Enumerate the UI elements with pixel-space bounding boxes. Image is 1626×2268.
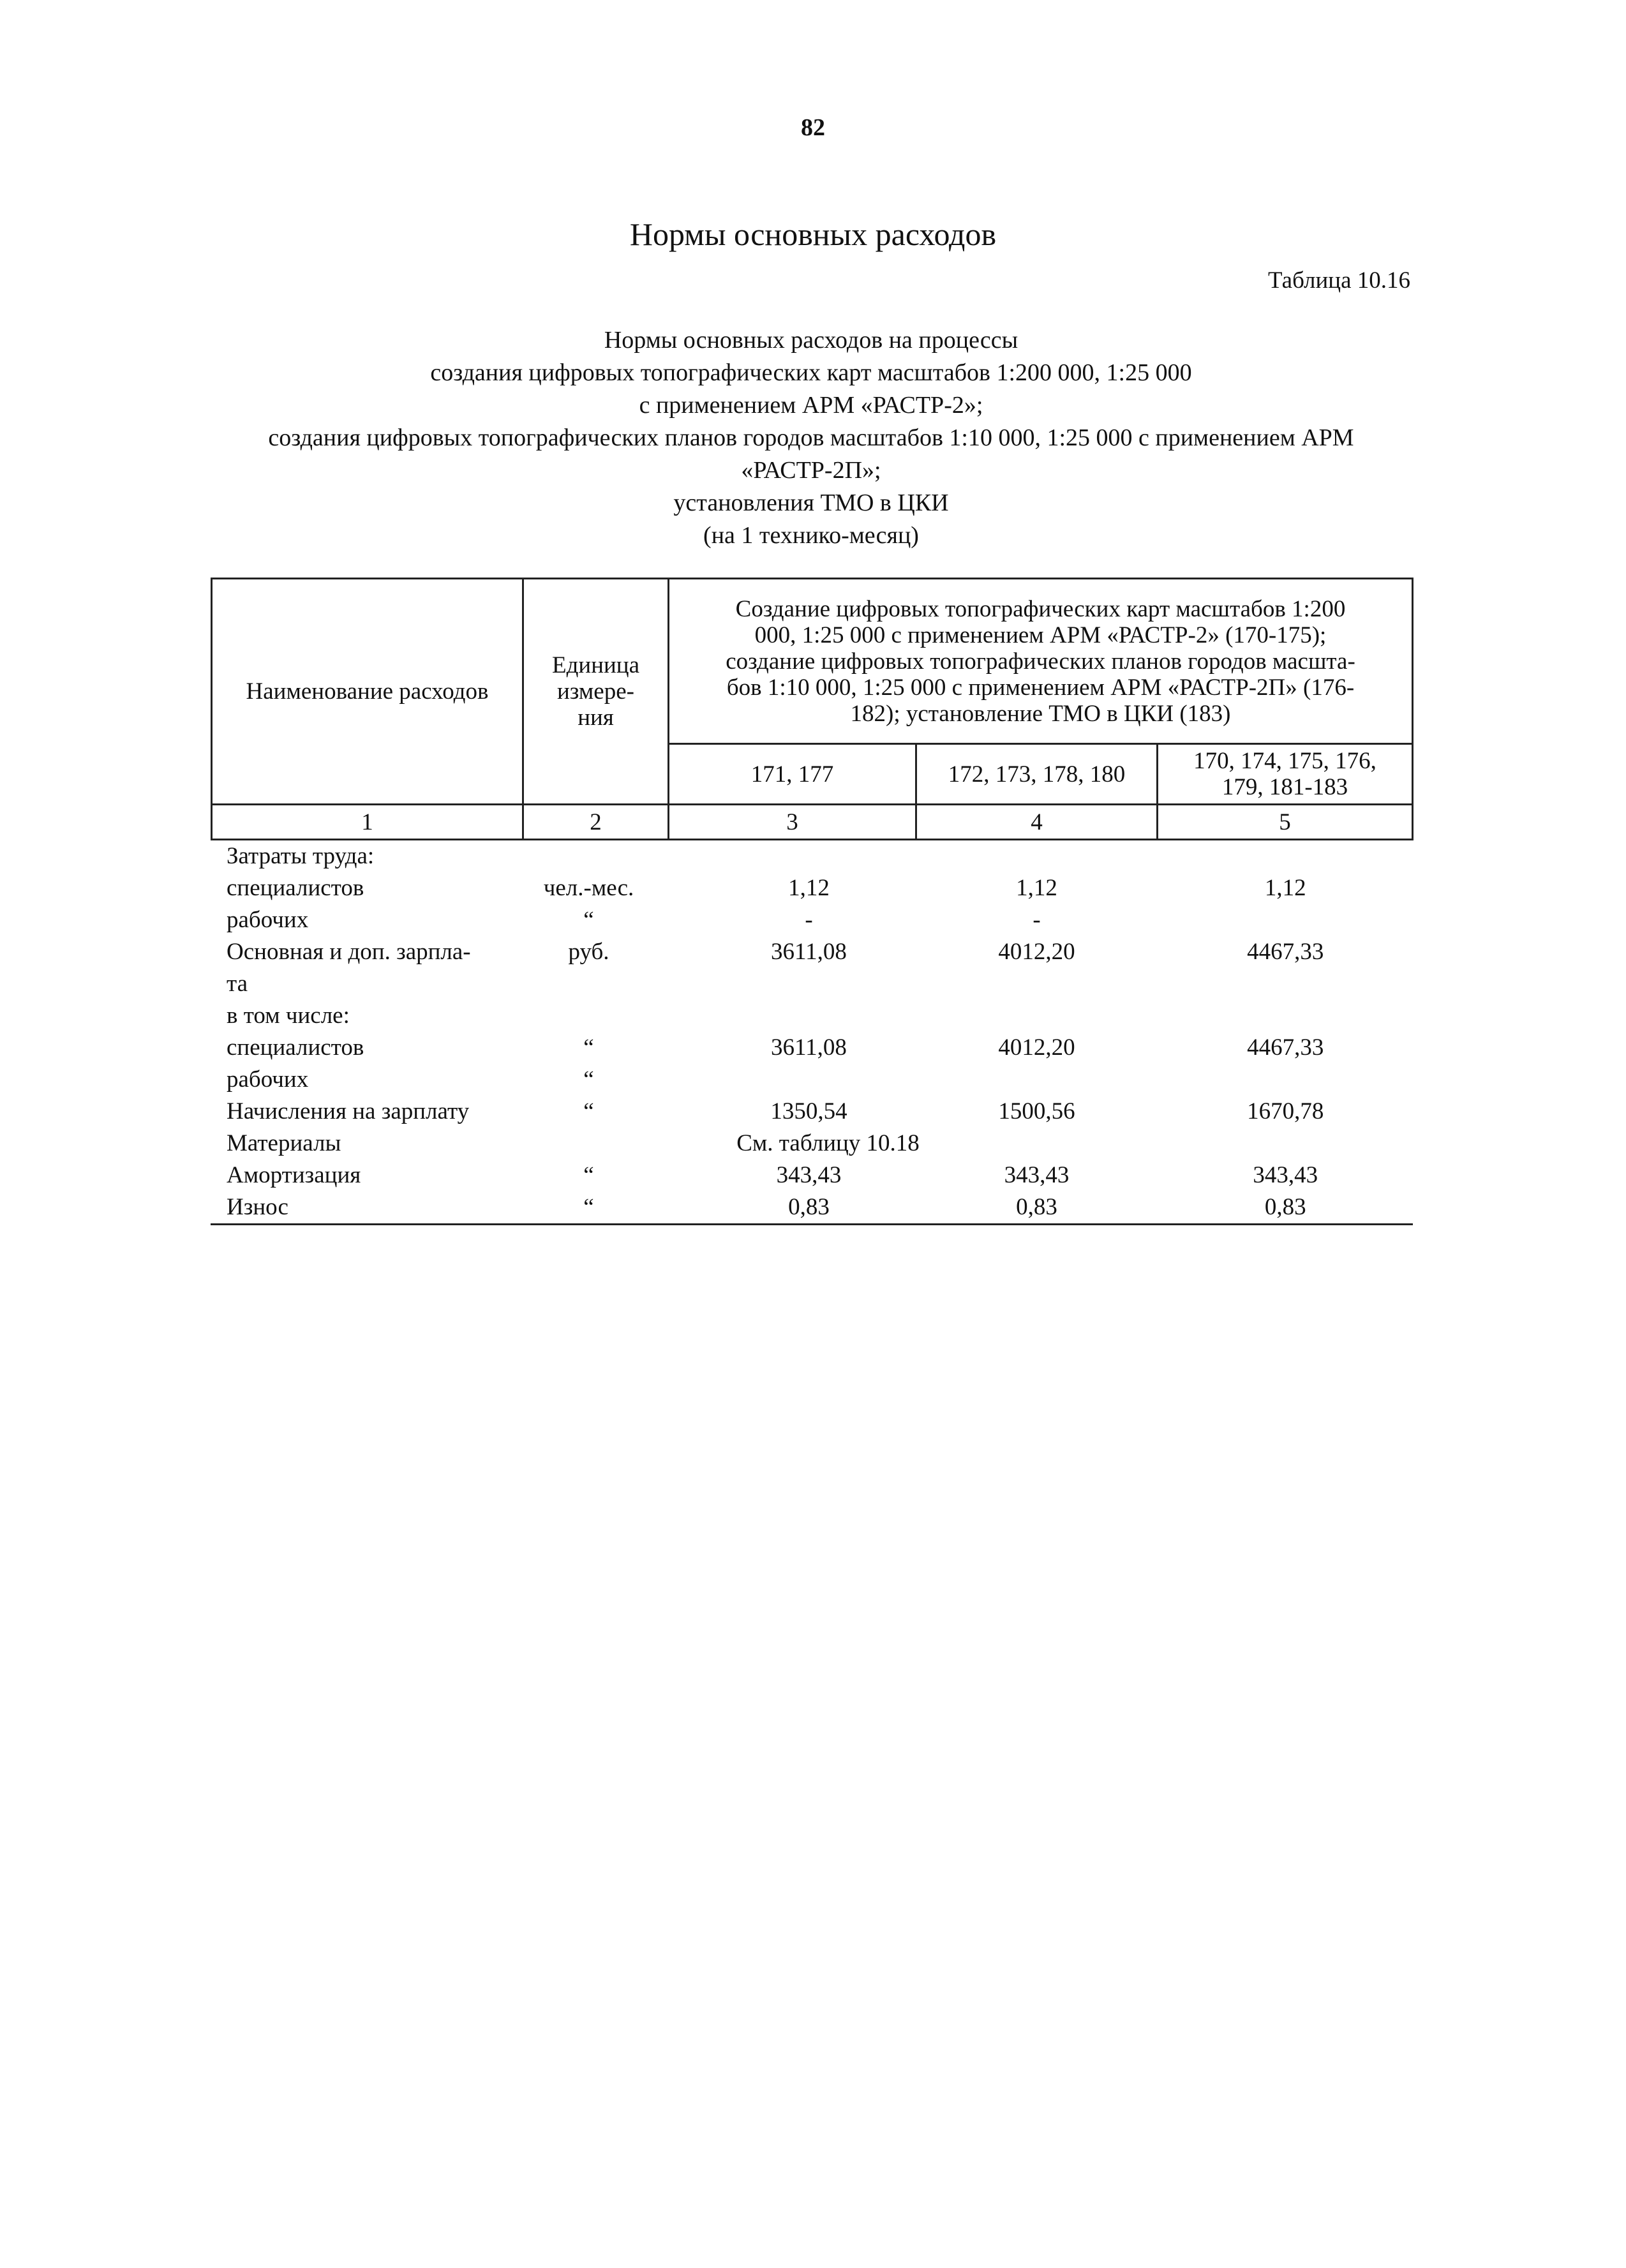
table-number: Таблица 10.16 [1268, 267, 1410, 294]
table-row [212, 1000, 1413, 1032]
header-sub-col-3: 171, 177 [669, 744, 916, 805]
table-row [212, 1096, 1413, 1128]
unit-cell: чел.-мес. [543, 875, 634, 901]
unit-cell: руб. [568, 939, 609, 965]
value-col-4-cell: 4012,20 [998, 1034, 1075, 1061]
unit-cell: “ [583, 1066, 594, 1093]
value-col-4-cell: 343,43 [1004, 1162, 1070, 1188]
value-col-4-cell [916, 1128, 1158, 1160]
table-row [212, 968, 1413, 1000]
column-index: 5 [1158, 805, 1413, 840]
caption-line: создания цифровых топографических планов городов масштабов 1:10 000, 1:25 000 с применением АРМ [268, 424, 1354, 451]
value-col-3-cell: 3611,08 [771, 1034, 847, 1061]
expense-name-cell: специалистов [227, 875, 364, 901]
unit-cell: “ [583, 1034, 594, 1061]
table-row [212, 1191, 1413, 1225]
table-caption [211, 324, 1412, 552]
value-col-4-cell: 1,12 [1016, 875, 1057, 901]
table-row [212, 1128, 1413, 1160]
expense-name-cell: специалистов [227, 1034, 364, 1061]
header-unit [523, 579, 669, 805]
caption-line: с применением АРМ «РАСТР-2»; [639, 392, 983, 419]
caption-line: «РАСТР-2П»; [741, 457, 881, 484]
header-process-group [669, 579, 1413, 744]
value-col-5-cell [1158, 1128, 1413, 1160]
norms-table [211, 578, 1413, 1225]
expense-name-cell: та [227, 971, 248, 997]
table-row [212, 936, 1413, 968]
unit-cell: “ [583, 907, 594, 933]
table-row [212, 840, 1413, 873]
unit-cell [523, 968, 669, 1000]
value-col-3-cell [669, 1064, 916, 1096]
value-col-5-cell [1158, 968, 1413, 1000]
expense-name-cell: Материалы [227, 1130, 341, 1156]
caption-line: Нормы основных расходов на процессы [604, 327, 1018, 354]
value-col-3-cell [669, 1128, 920, 1160]
value-col-5-cell: 4467,33 [1247, 1034, 1324, 1061]
expense-name-cell: Износ [212, 1191, 523, 1225]
unit-cell: “ [583, 1162, 594, 1188]
header-unit-line: Единица [551, 652, 640, 678]
caption-line: (на 1 технико-месяц) [703, 522, 919, 549]
header-process-line: создание цифровых топографических планов городов масшта- [726, 648, 1355, 675]
unit-cell [523, 1000, 669, 1032]
value-col-3-cell [669, 1000, 916, 1032]
value-col-4-cell: 4012,20 [998, 939, 1075, 965]
value-col-5-cell: 1670,78 [1247, 1098, 1324, 1124]
value-col-4-cell [916, 840, 1158, 873]
expense-name-cell: в том числе: [227, 1003, 350, 1029]
column-index: 2 [523, 805, 669, 840]
value-col-4-cell: 0,83 [916, 1191, 1158, 1225]
unit-cell: “ [583, 1098, 594, 1124]
unit-cell: “ [523, 1191, 669, 1225]
column-index: 3 [669, 805, 916, 840]
expense-name-cell: рабочих [227, 1066, 309, 1093]
table-row [212, 904, 1413, 936]
page-number: 82 [801, 114, 825, 141]
header-process-line: Создание цифровых топографических карт масштабов 1:200 [735, 595, 1346, 622]
header-sub-col-4: 172, 173, 178, 180 [916, 744, 1158, 805]
table-row [212, 872, 1413, 904]
value-col-5-cell: 0,83 [1158, 1191, 1413, 1225]
value-col-4-cell: 1500,56 [998, 1098, 1075, 1124]
section-title: Нормы основных расходов [629, 216, 997, 252]
expense-name-cell: рабочих [227, 907, 309, 933]
header-unit-line: ния [578, 705, 614, 731]
materials-reference: См. таблицу 10.18 [736, 1130, 920, 1156]
value-col-3-cell: 0,83 [669, 1191, 916, 1225]
value-col-5-cell [1158, 1000, 1413, 1032]
value-col-4-cell: - [1033, 907, 1041, 933]
column-index: 4 [916, 805, 1158, 840]
header-expense-name: Наименование расходов [212, 579, 523, 805]
table-row [212, 1064, 1413, 1096]
header-unit-line: измере- [557, 678, 634, 705]
caption-line: создания цифровых топографических карт масштабов 1:200 000, 1:25 000 [430, 359, 1192, 386]
table-row [212, 1160, 1413, 1191]
value-col-3-cell: 343,43 [776, 1162, 842, 1188]
value-col-5-cell [1158, 1064, 1413, 1096]
value-col-5-cell: 1,12 [1264, 875, 1306, 901]
value-col-5-cell [1158, 904, 1413, 936]
caption-line: установления ТМО в ЦКИ [673, 489, 949, 516]
value-col-4-cell [916, 968, 1158, 1000]
value-col-3-cell [669, 840, 916, 873]
unit-cell [523, 840, 669, 873]
header-sub-col-5-line: 179, 181-183 [1221, 774, 1348, 800]
value-col-4-cell [916, 1064, 1158, 1096]
header-process-line: 182); установление ТМО в ЦКИ (183) [850, 700, 1231, 727]
header-sub-col-5 [1158, 744, 1413, 805]
value-col-3-cell: 1350,54 [770, 1098, 847, 1124]
value-col-3-cell: 3611,08 [771, 939, 847, 965]
value-col-5-cell: 4467,33 [1247, 939, 1324, 965]
expense-name-cell: Затраты труда: [227, 843, 375, 869]
value-col-3-cell: 1,12 [788, 875, 830, 901]
column-index: 1 [212, 805, 523, 840]
expense-name-cell: Начисления на зарплату [227, 1098, 470, 1124]
unit-cell [523, 1128, 669, 1160]
value-col-5-cell [1158, 840, 1413, 873]
header-process-line: 000, 1:25 000 с применением АРМ «РАСТР-2» (170-175); [754, 622, 1327, 648]
header-process-line: бов 1:10 000, 1:25 000 с применением АРМ «РАСТР-2П» (176- [726, 674, 1355, 701]
value-col-5-cell: 343,43 [1253, 1162, 1318, 1188]
value-col-3-cell: - [805, 907, 813, 933]
value-col-4-cell [916, 1000, 1158, 1032]
expense-name-cell: Основная и доп. зарпла- [227, 939, 471, 965]
table-row [212, 1032, 1413, 1064]
header-sub-col-5-line: 170, 174, 175, 176, [1193, 748, 1376, 774]
table-body [212, 840, 1413, 1225]
expense-name-cell: Амортизация [227, 1162, 361, 1188]
value-col-3-cell [669, 968, 916, 1000]
